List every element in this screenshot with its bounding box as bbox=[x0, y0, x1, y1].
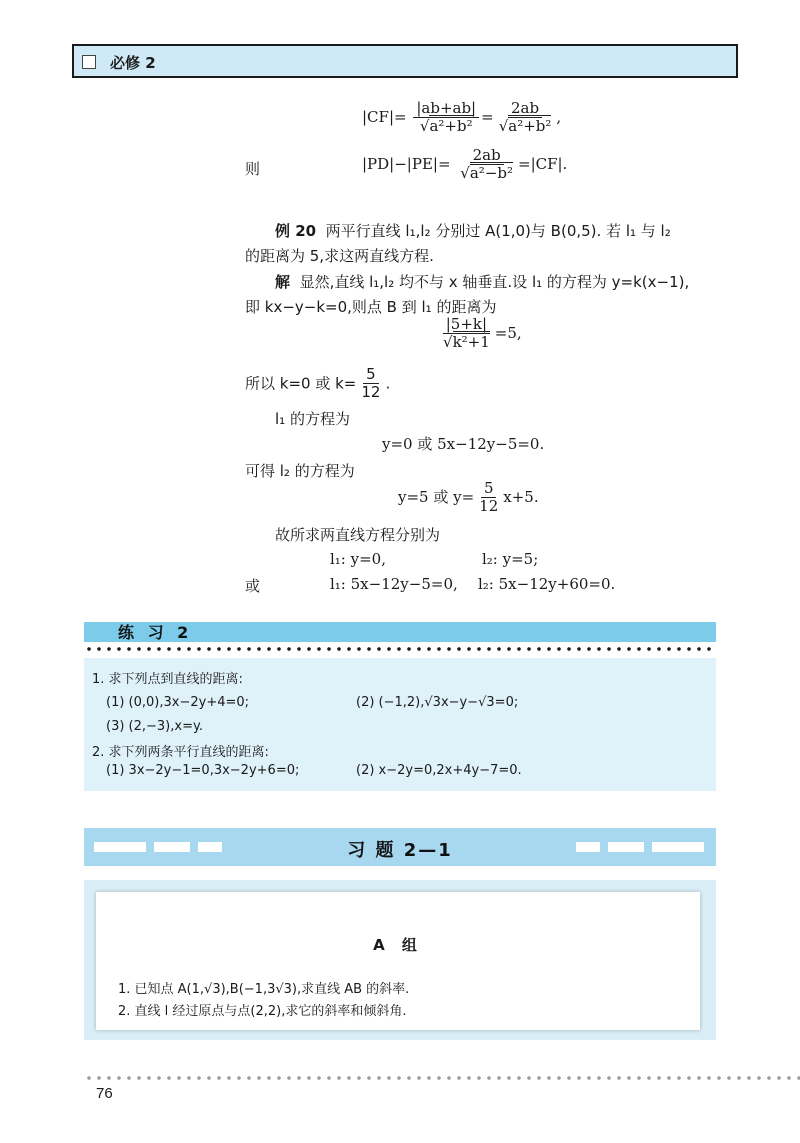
pair2-l2: l₂: 5x−12y+60=0. bbox=[478, 575, 616, 593]
pd-fraction: $\frac{2ab}{\text{√a²−b²}}$ bbox=[460, 146, 513, 183]
k-result bbox=[245, 366, 390, 402]
pair1-l2: l₂: y=5; bbox=[482, 550, 539, 568]
l2-equation-b: x+5. bbox=[503, 487, 539, 506]
k-numerator: 5 bbox=[363, 366, 379, 384]
l1-label: l₁ 的方程为 bbox=[275, 410, 350, 428]
practice-q1-3: (3) (2,−3),x=y. bbox=[106, 719, 203, 734]
cf-fraction-1: $\frac{|ab+ab|}{\text{√a²+b²}}$ bbox=[413, 100, 479, 136]
practice-q1-2: (2) (−1,2),√3x−y−√3=0; bbox=[356, 695, 519, 710]
k-result-end: . bbox=[385, 374, 391, 393]
solution-line-1 bbox=[275, 271, 689, 292]
l2-numerator: 5 bbox=[481, 480, 497, 498]
practice-box bbox=[84, 658, 716, 791]
distance-fraction: $\frac{|5+k|}{\text{√k²+1}}$ bbox=[443, 315, 490, 352]
l2-denominator: 12 bbox=[479, 497, 499, 516]
square-icon bbox=[82, 55, 96, 69]
pd-numerator: 2ab bbox=[470, 147, 504, 165]
solution-text-1: 显然,直线 l₁,l₂ 均不与 x 轴垂直.设 l₁ 的方程为 y=k(x−1), bbox=[299, 273, 690, 291]
distance-numerator: |5+k| bbox=[443, 316, 490, 334]
page-number: 76 bbox=[96, 1085, 113, 1102]
cf-numerator-2: 2ab bbox=[508, 100, 542, 118]
cf-denominator-2: a²+b² bbox=[508, 117, 552, 136]
pd-denominator: a²−b² bbox=[469, 164, 513, 183]
l2-label: 可得 l₂ 的方程为 bbox=[245, 462, 355, 480]
k-fraction bbox=[358, 366, 383, 402]
pair2-l1: l₁: 5x−12y−5=0, bbox=[330, 575, 458, 593]
or-label: 或 bbox=[245, 577, 261, 595]
distance-denominator: k²+1 bbox=[452, 333, 490, 352]
cf-lhs: |CF|= bbox=[362, 107, 407, 126]
practice-title-bar bbox=[84, 622, 716, 642]
cf-numerator-1: |ab+ab| bbox=[413, 100, 479, 118]
solution-text-2: 即 kx−y−k=0,则点 B 到 l₁ 的距离为 bbox=[245, 298, 497, 316]
solution-label: 解 bbox=[275, 273, 291, 291]
practice-q2-2: (2) x−2y=0,2x+4y−7=0. bbox=[356, 763, 522, 778]
pd-lhs: |PD|−|PE|= bbox=[362, 154, 451, 173]
pd-rhs: =|CF|. bbox=[518, 154, 568, 173]
group-a-q2: 2. 直线 l 经过原点与点(2,2),求它的斜率和倾斜角. bbox=[118, 1004, 407, 1019]
group-a-title: A 组 bbox=[373, 936, 423, 954]
distance-rhs: =5, bbox=[494, 323, 522, 342]
pd-equation bbox=[362, 147, 567, 183]
pair1-l1: l₁: y=0, bbox=[330, 550, 386, 568]
exercises-title: 习 题 2—1 bbox=[347, 840, 453, 861]
l1-equation: y=0 或 5x−12y−5=0. bbox=[382, 435, 545, 453]
example-label: 例 20 bbox=[275, 222, 317, 240]
practice-title: 练 习 2 bbox=[118, 623, 193, 642]
example-line-1 bbox=[275, 220, 671, 241]
cf-fraction-2: $\frac{2ab}{\text{√a²+b²}}$ bbox=[498, 99, 552, 136]
ze-label: 则 bbox=[245, 160, 261, 178]
footer-dotted-divider bbox=[84, 1075, 800, 1081]
example-text-2: 的距离为 5,求这两直线方程. bbox=[245, 247, 434, 265]
cf-end: , bbox=[556, 107, 562, 126]
example-text-1: 两平行直线 l₁,l₂ 分别过 A(1,0)与 B(0,5). 若 l₁ 与 l₂ bbox=[325, 222, 671, 240]
practice-dotted-divider bbox=[84, 646, 716, 652]
practice-q2: 2. 求下列两条平行直线的距离: bbox=[92, 745, 269, 760]
distance-equation bbox=[438, 316, 522, 352]
l2-equation-a: y=5 或 y= bbox=[398, 487, 475, 506]
cf-equation: |CF|= $\frac{|ab+ab|}{\text{√a²+b²}}$ = $\frac{2ab}{\text{√a²+b²}}$ , bbox=[362, 99, 562, 136]
cf-denominator-1: a²+b² bbox=[429, 117, 473, 136]
k-result-text: 所以 k=0 或 k= bbox=[245, 374, 357, 393]
group-a-q1: 1. 已知点 A(1,√3),B(−1,3√3),求直线 AB 的斜率. bbox=[118, 982, 410, 997]
exercises-banner bbox=[84, 828, 716, 866]
group-a-card bbox=[96, 892, 700, 1030]
k-denominator: 12 bbox=[361, 383, 381, 402]
conclusion-text: 故所求两直线方程分别为 bbox=[275, 526, 441, 544]
l2-fraction bbox=[476, 480, 501, 516]
chapter-header bbox=[72, 44, 738, 78]
practice-q1-1: (1) (0,0),3x−2y+4=0; bbox=[106, 695, 250, 710]
l2-equation bbox=[398, 480, 539, 516]
chapter-title: 必修 2 bbox=[110, 54, 156, 72]
practice-q1: 1. 求下列点到直线的距离: bbox=[92, 672, 243, 687]
practice-q2-1: (1) 3x−2y−1=0,3x−2y+6=0; bbox=[106, 763, 300, 778]
